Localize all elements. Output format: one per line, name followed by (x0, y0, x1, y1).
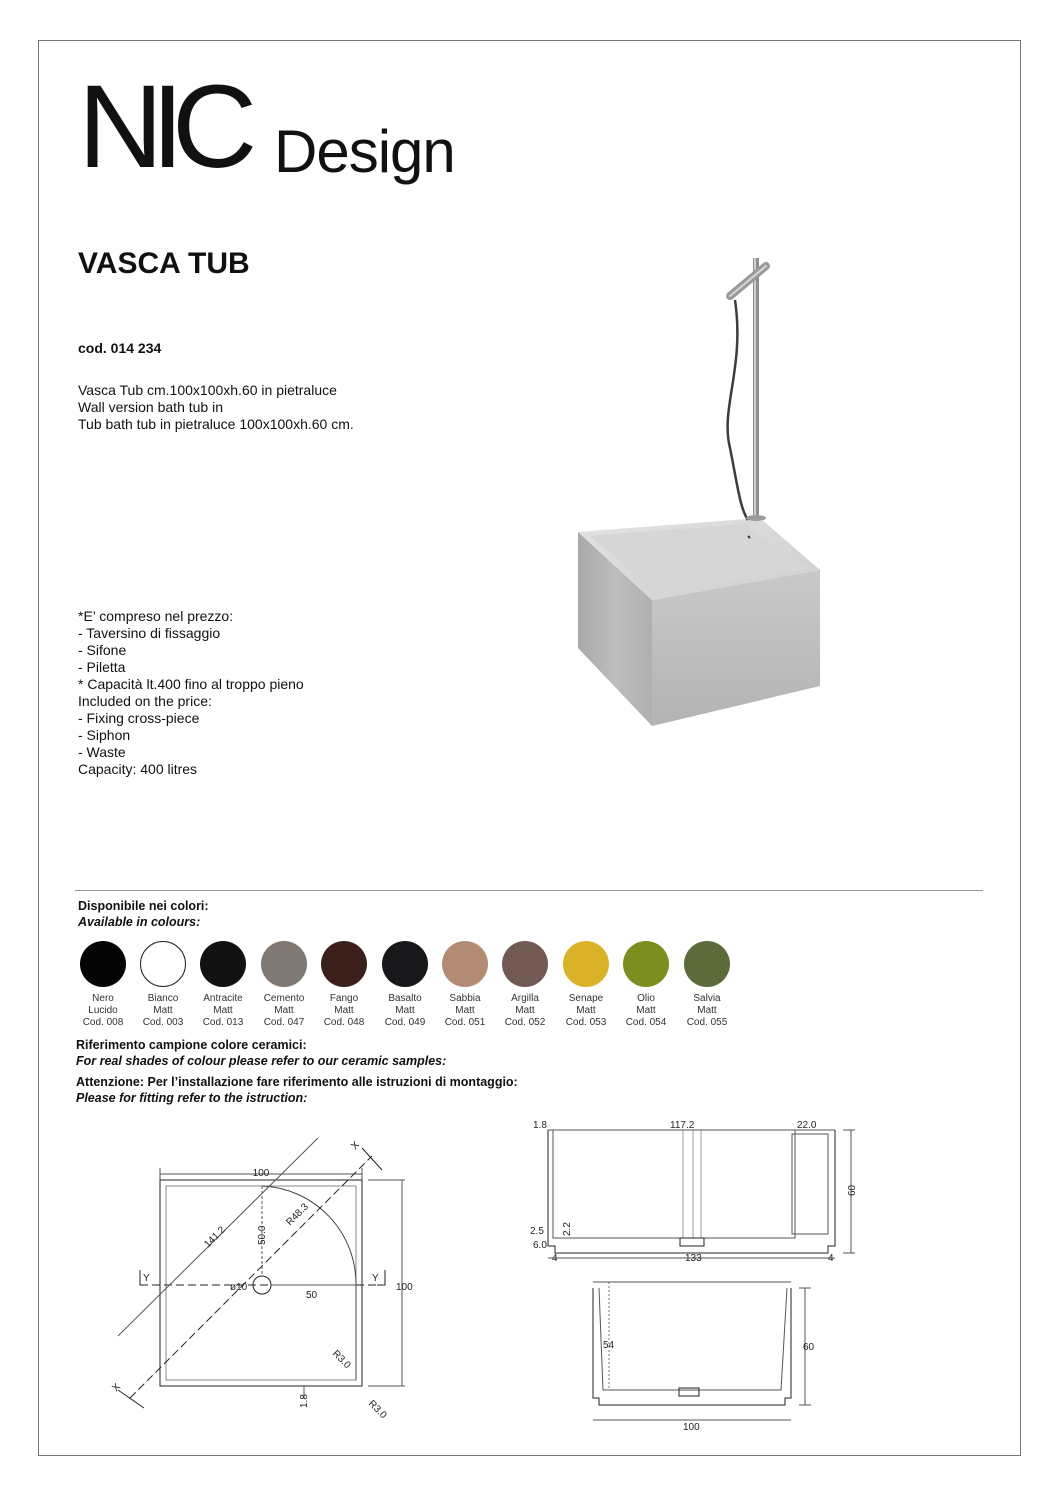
dim-half-center: 50.0 (257, 1225, 268, 1245)
swatch-name: Bianco (147, 993, 179, 1004)
swatch-bianco (131, 938, 195, 1029)
swatch-dot (502, 941, 548, 987)
swatch-cemento (252, 938, 316, 1029)
swatch-finish: Matt (697, 1005, 717, 1016)
swatch-finish: Matt (515, 1005, 535, 1016)
section-y-drawing (575, 1280, 835, 1440)
dim-y-width: 100 (683, 1422, 700, 1433)
swatch-dot (80, 941, 126, 987)
swatch-finish: Matt (334, 1005, 354, 1016)
swatch-finish: Matt (213, 1005, 233, 1016)
product-description (78, 382, 354, 433)
label-section-y-right: Y (372, 1273, 379, 1284)
swatch-name: Olio (637, 993, 655, 1004)
swatch-name: Senape (568, 993, 604, 1004)
swatch-name: Salvia (693, 993, 721, 1004)
swatch-finish: Matt (576, 1005, 596, 1016)
swatch-code: Cod. 003 (142, 1017, 184, 1028)
swatch-nero (71, 938, 135, 1029)
dim-diagonal: 141.2 (202, 1224, 228, 1251)
included-line: Capacity: 400 litres (78, 761, 198, 777)
swatch-code: Cod. 054 (625, 1017, 667, 1028)
dim-width: 100 (252, 1168, 270, 1179)
dim-bottom-b: 6.0 (533, 1240, 547, 1251)
swatch-basalto (373, 938, 437, 1029)
basin-arc (262, 1186, 356, 1380)
swatch-dot (200, 941, 246, 987)
description-line: Vasca Tub cm.100x100xh.60 in pietraluce (78, 382, 337, 398)
dim-length: 117.2 (670, 1120, 695, 1131)
colours-heading (78, 898, 209, 930)
swatch-code: Cod. 047 (263, 1017, 305, 1028)
sample-note-it: Riferimento campione colore ceramici: (76, 1038, 307, 1052)
dim-drain: ø10 (230, 1282, 248, 1293)
install-note-it: Attenzione: Per l’installazione fare riferimento alle istruzioni di montaggio: (76, 1075, 518, 1089)
included-line: - Waste (78, 744, 126, 760)
dim-radius: R48.3 (284, 1201, 311, 1229)
plan-drawing (100, 1128, 430, 1428)
dim-corner-radius-inner: R3.0 (365, 1398, 389, 1422)
description-line: Wall version bath tub in (78, 399, 223, 415)
swatch-code: Cod. 053 (565, 1017, 607, 1028)
logo-main: NIC (78, 61, 246, 193)
swatch-dot (321, 941, 367, 987)
swatch-fango (312, 938, 376, 1029)
swatch-dot (442, 941, 488, 987)
install-note (76, 1074, 518, 1106)
colours-heading-it: Disponibile nei colori: (78, 899, 209, 913)
colour-swatches (71, 938, 751, 1033)
swatch-dot (684, 941, 730, 987)
included-line: *E’ compreso nel prezzo: (78, 608, 234, 624)
product-code: cod. 014 234 (78, 340, 162, 356)
swatch-finish: Matt (274, 1005, 294, 1016)
swatch-name: Basalto (388, 993, 422, 1004)
swatch-code: Cod. 013 (202, 1017, 244, 1028)
swatch-dot (623, 941, 669, 987)
dim-top-left: 1.8 (533, 1120, 547, 1131)
included-line: - Siphon (78, 727, 131, 743)
section-x-drawing (525, 1116, 865, 1266)
logo-sub: Design (274, 118, 455, 185)
dim-half: 50 (306, 1290, 318, 1301)
swatch-code: Cod. 055 (686, 1017, 728, 1028)
dim-y-height: 60 (803, 1342, 815, 1353)
description-line: Tub bath tub in pietraluce 100x100xh.60 cm. (78, 416, 354, 432)
included-line: * Capacità lt.400 fino al troppo pieno (78, 676, 304, 692)
dim-bottom-a: 2.5 (530, 1226, 544, 1237)
swatch-name: Antracite (203, 993, 243, 1004)
swatch-senape (554, 938, 618, 1029)
swatch-name: Cemento (263, 993, 305, 1004)
swatch-code: Cod. 051 (444, 1017, 486, 1028)
colours-heading-en: Available in colours: (78, 915, 201, 929)
dim-wall: 1.8 (299, 1394, 310, 1408)
swatch-antracite (191, 938, 255, 1029)
swatch-finish: Matt (455, 1005, 475, 1016)
section-divider (75, 890, 983, 891)
section-y-outline (593, 1288, 791, 1405)
install-note-en: Please for fitting refer to the istruction: (76, 1091, 308, 1105)
swatch-olio (614, 938, 678, 1029)
included-line: - Sifone (78, 642, 127, 658)
sample-note (76, 1037, 446, 1069)
included-list (78, 608, 304, 778)
swatch-code: Cod. 008 (82, 1017, 124, 1028)
faucet-base (746, 515, 766, 521)
label-section-x-bottom: X (110, 1381, 123, 1395)
product-render (570, 248, 870, 738)
swatch-code: Cod. 052 (504, 1017, 546, 1028)
included-line: - Taversino di fissaggio (78, 625, 221, 641)
dim-corner-radius: R3.0 (329, 1348, 353, 1372)
included-line: - Piletta (78, 659, 126, 675)
product-title: VASCA TUB (78, 247, 250, 280)
swatch-dot (261, 941, 307, 987)
dim-height: 60 (847, 1184, 858, 1196)
dim-base: 133 (685, 1253, 702, 1264)
swatch-name: Sabbia (449, 993, 481, 1004)
swatch-code: Cod. 049 (384, 1017, 426, 1028)
label-section-y-left: Y (143, 1273, 150, 1284)
swatch-sabbia (433, 938, 497, 1029)
swatch-name: Nero (92, 993, 114, 1004)
dim-bottom-c: 2.2 (562, 1222, 573, 1236)
swatch-dot (140, 941, 186, 987)
dim-foot-right: 4 (828, 1253, 834, 1264)
shower-hose (728, 300, 748, 520)
swatch-name: Fango (329, 993, 359, 1004)
sample-note-en: For real shades of colour please refer to our ceramic samples: (76, 1054, 447, 1068)
dim-inner-height: 54 (603, 1340, 615, 1351)
overflow-mark (748, 536, 750, 538)
swatch-code: Cod. 048 (323, 1017, 365, 1028)
swatch-argilla (493, 938, 557, 1029)
included-line: - Fixing cross-piece (78, 710, 200, 726)
swatch-salvia (675, 938, 739, 1029)
swatch-finish: Matt (153, 1005, 173, 1016)
label-section-x-top: X (349, 1139, 362, 1153)
swatch-dot (563, 941, 609, 987)
swatch-finish: Matt (636, 1005, 656, 1016)
dim-foot-left: 4 (552, 1253, 558, 1264)
swatch-name: Argilla (511, 993, 539, 1004)
dim-depth: 100 (396, 1282, 413, 1293)
swatch-finish: Lucido (88, 1005, 118, 1016)
swatch-dot (382, 941, 428, 987)
swatch-finish: Matt (395, 1005, 415, 1016)
included-line: Included on the price: (78, 693, 212, 709)
dim-right: 22.0 (797, 1120, 817, 1131)
